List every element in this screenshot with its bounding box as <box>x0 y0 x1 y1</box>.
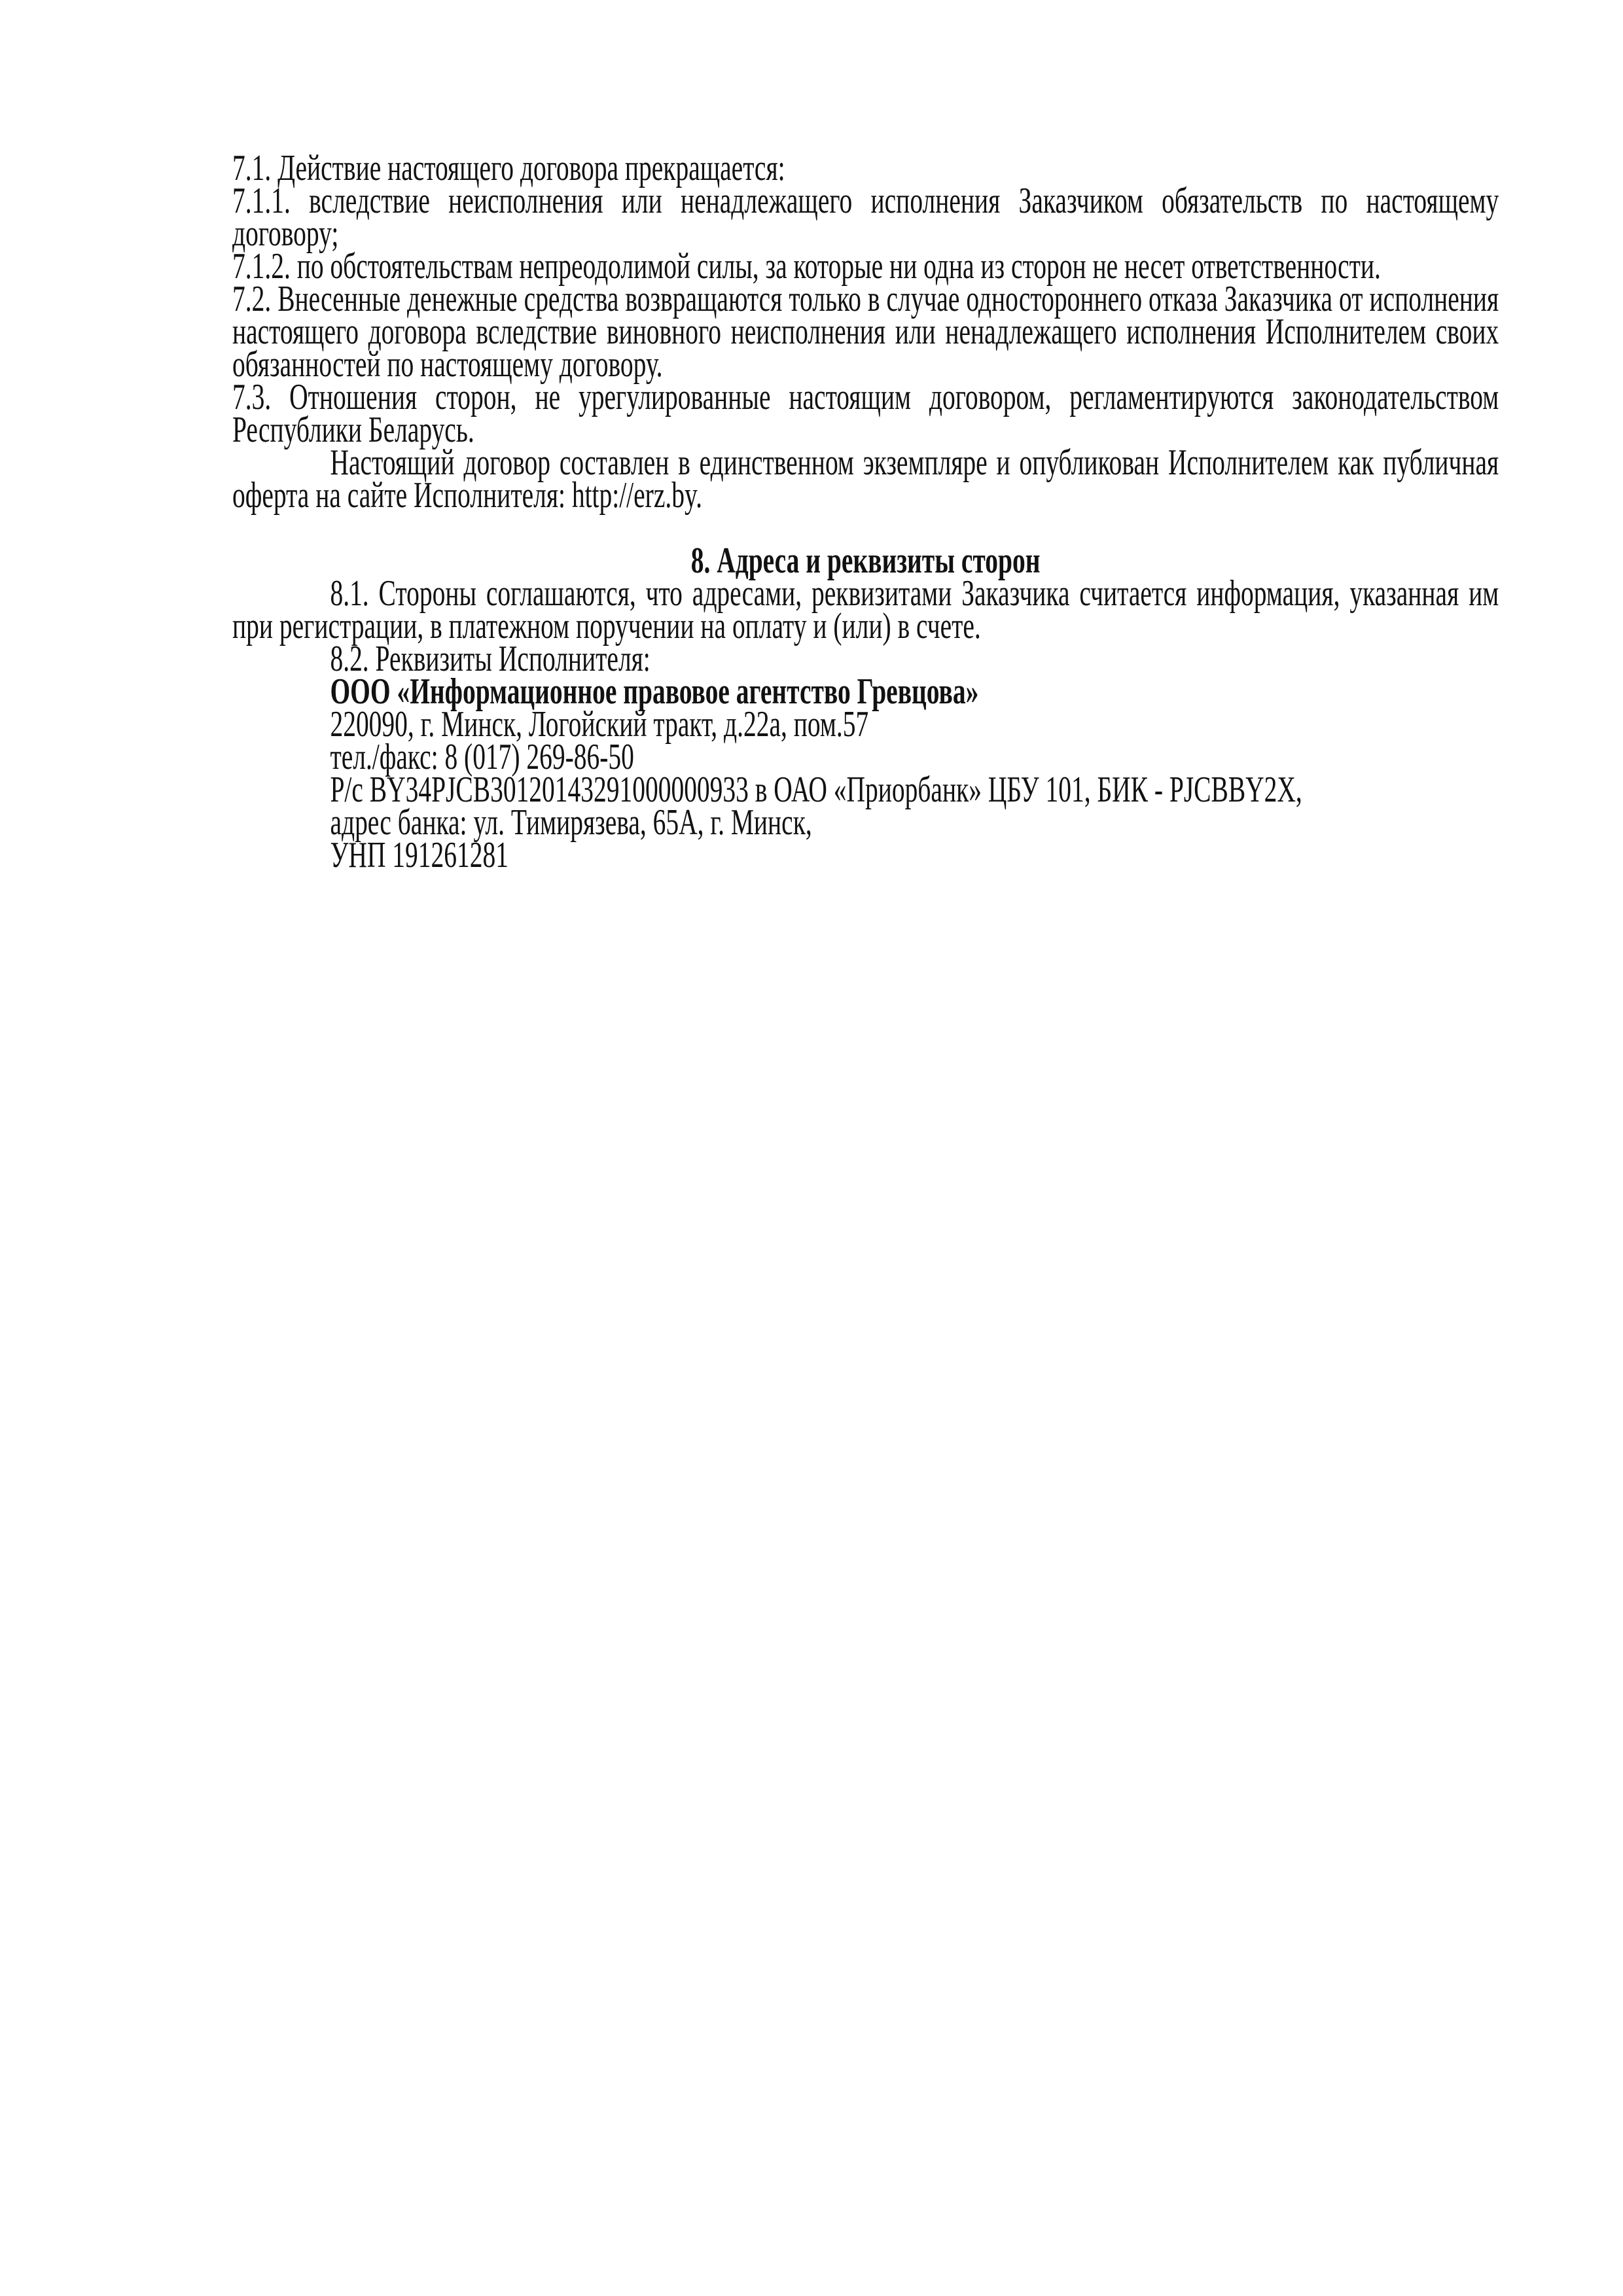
clause-7-2: 7.2. Внесенные денежные средства возвращаются только в случае одностороннего отказа Заказчика от исполнения настоящего договора вследствие виновного неисполнения или ненадлежащего исполнения Исполнителем своих обязанностей по настоящему договору. <box>232 279 1499 385</box>
company-name: ООО «Информационное правовое агентство Гревцова» <box>330 671 979 712</box>
company-phone: тел./факс: 8 (017) 269-86-50 <box>330 737 634 777</box>
clause-7-1: 7.1. Действие настоящего договора прекращается: <box>232 148 785 188</box>
closing-paragraph: Настоящий договор составлен в единственном экземпляре и опубликован Исполнителем как публичная оферта на сайте Исполнителя: http://erz.by. <box>232 442 1499 516</box>
clause-7-3: 7.3. Отношения сторон, не урегулированные настоящим договором, регламентируются законодательством Республики Беларусь. <box>232 377 1499 450</box>
unp-number: УНП 191261281 <box>330 835 508 875</box>
bank-account: Р/с BY34PJCB30120143291000000933 в ОАО «Приорбанк» ЦБУ 101, БИК - PJCBBY2X, <box>330 769 1302 810</box>
clause-8-1: 8.1. Стороны соглашаются, что адресами, реквизитами Заказчика считается информация, указанная им при регистрации, в платежном поручении на оплату и (или) в счете. <box>232 573 1499 646</box>
section-8-heading: 8. Адреса и реквизиты сторон <box>690 540 1041 581</box>
company-address: 220090, г. Минск, Логойский тракт, д.22а, пом.57 <box>330 704 869 745</box>
bank-address: адрес банка: ул. Тимирязева, 65А, г. Минск, <box>330 802 812 843</box>
clause-7-1-2: 7.1.2. по обстоятельствам непреодолимой силы, за которые ни одна из сторон не несет ответственности. <box>232 246 1381 287</box>
text-column <box>232 148 1499 875</box>
clause-8-2: 8.2. Реквизиты Исполнителя: <box>330 639 651 679</box>
clause-7-1-1: 7.1.1. вследствие неисполнения или ненадлежащего исполнения Заказчиком обязательств по настоящему договору; <box>232 181 1499 254</box>
